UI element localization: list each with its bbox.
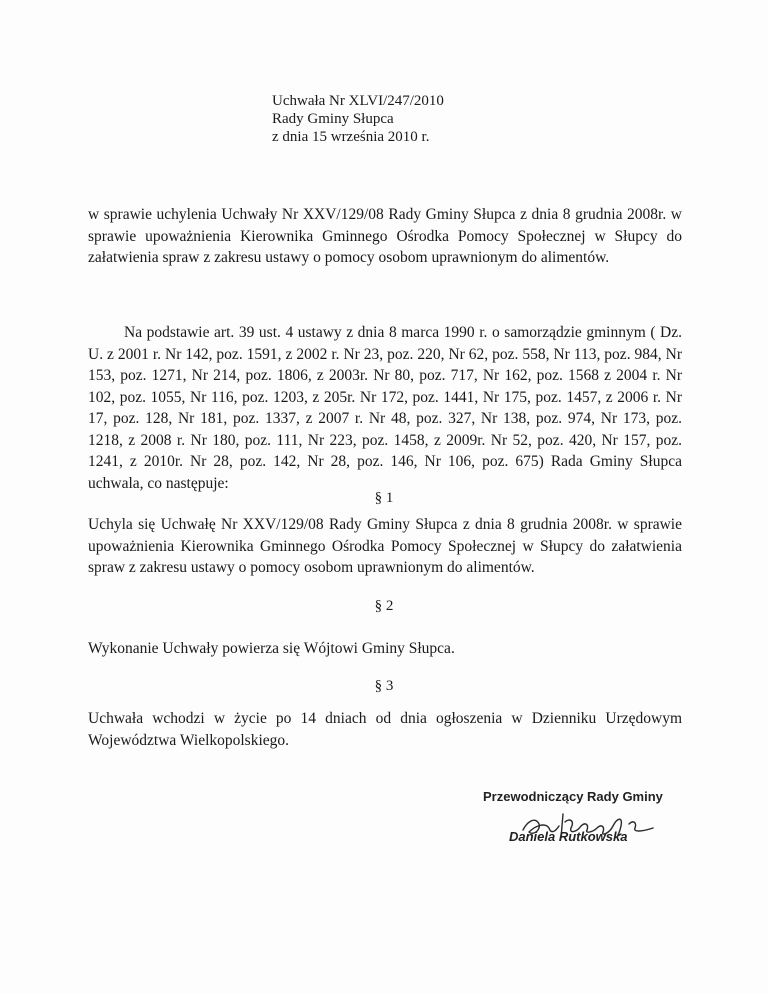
resolution-header: [272, 92, 444, 146]
signatory-name: Daniela Rutkowska: [509, 829, 628, 844]
signatory-title: Przewodniczący Rady Gminy: [483, 789, 663, 804]
section-heading-1: § 1: [374, 490, 394, 506]
resolution-number: Uchwała Nr XLVI/247/2010: [272, 93, 444, 109]
section-heading-3: § 3: [374, 678, 394, 694]
section-text-1: Uchyla się Uchwałę Nr XXV/129/08 Rady Gminy Słupca z dnia 8 grudnia 2008r. w sprawie upoważnienia Kierownika Gminnego Ośrodka Pomocy Społecznej w Słupcy do załatwienia spraw z zakresu ustawy o pomocy osobom uprawnionym do alimentów.: [88, 516, 682, 576]
legal-basis-preamble: Na podstawie art. 39 ust. 4 ustawy z dnia 8 marca 1990 r. o samorządzie gminnym ( Dz. U. z 2001 r. Nr 142, poz. 1591, z 2002 r. Nr 23, poz. 220, Nr 62, poz. 558, Nr 113, poz. 984, Nr 153, poz. 1271, Nr 214, poz. 1806, z 2003r. Nr 80, poz. 717, Nr 162, poz. 1568 z 2004 r. Nr 102, poz. 1055, Nr 116, poz. 1203, z 205r. Nr 172, poz. 1441, Nr 175, poz. 1457, z 2006 r. Nr 17, poz. 128, Nr 181, poz. 1337, z 2007 r. Nr 48, poz. 327, Nr 138, poz. 974, Nr 173, poz. 1218, z 2008 r. Nr 180, poz. 111, Nr 223, poz. 1458, z 2009r. Nr 52, poz. 420, Nr 157, poz. 1241, z 2010r. Nr 28, poz. 142, Nr 28, poz. 146, Nr 106, poz. 675) Rada Gminy Słupca uchwala, co następuje:: [88, 324, 682, 492]
resolution-date: z dnia 15 września 2010 r.: [272, 129, 430, 145]
section-text-3: Uchwała wchodzi w życie po 14 dniach od dnia ogłoszenia w Dzienniku Urzędowym Województwa Wielkopolskiego.: [88, 710, 682, 749]
section-heading-2: § 2: [374, 598, 394, 614]
council-name: Rady Gminy Słupca: [272, 111, 394, 127]
section-text-2: Wykonanie Uchwały powierza się Wójtowi Gminy Słupca.: [88, 640, 455, 657]
resolution-subject: w sprawie uchylenia Uchwały Nr XXV/129/08 Rady Gminy Słupca z dnia 8 grudnia 2008r. w sprawie upoważnienia Kierownika Gminnego Ośrodka Pomocy Społecznej w Słupcy do załatwienia spraw z zakresu ustawy o pomocy osobom uprawnionym do alimentów.: [88, 206, 682, 266]
